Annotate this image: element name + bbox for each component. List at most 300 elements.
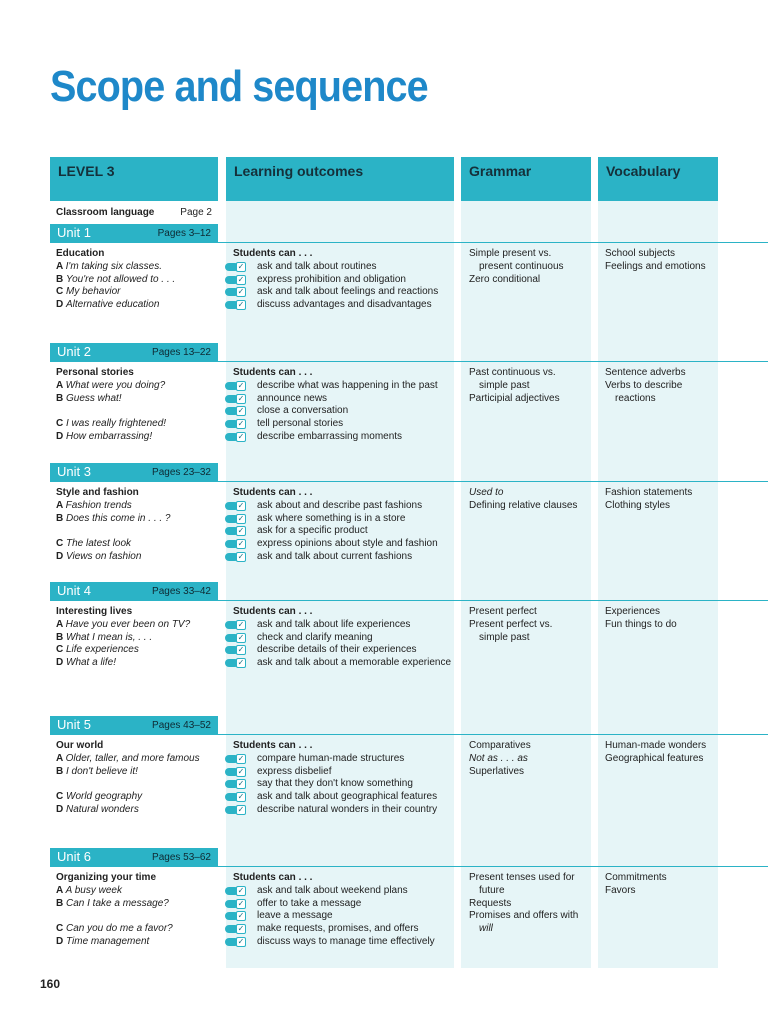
check-icon: ✓ [237, 500, 245, 510]
grammar-items [469, 248, 589, 286]
outcome-item [233, 766, 453, 779]
outcome-item [233, 936, 453, 949]
lesson-letter: C [56, 923, 66, 935]
vocabulary-items [605, 606, 717, 632]
vocabulary-header-label: Vocabulary [606, 163, 681, 179]
outcome-text: ask and talk about weekend plans [257, 884, 408, 896]
unit-pages: Pages 13–22 [152, 347, 211, 358]
lesson-letter: B [56, 392, 66, 404]
check-icon: ✓ [237, 885, 245, 895]
check-icon: ✓ [237, 393, 245, 403]
lesson-letter: A [56, 618, 66, 630]
grammar-item [469, 923, 589, 936]
outcome-item [233, 500, 453, 513]
outcome-item [233, 393, 453, 406]
outcome-text: make requests, promises, and offers [257, 923, 419, 935]
learning-outcomes [233, 367, 453, 444]
unit-label-box[interactable] [50, 463, 218, 482]
vocabulary-item: Clothing styles [605, 499, 671, 511]
grammar-items [469, 367, 589, 405]
lesson-title: Can you do me a favor? [66, 923, 173, 935]
outcome-item [233, 619, 453, 632]
checkbox-icon [225, 767, 251, 777]
outcomes-intro: Students can . . . [233, 872, 313, 883]
outcome-text: ask about and describe past fashions [257, 499, 423, 511]
grammar-item: simple past [479, 631, 530, 643]
outcome-item [233, 274, 453, 287]
unit-topic: Style and fashion [56, 487, 139, 498]
lesson-letter: B [56, 512, 66, 524]
vocabulary-item: reactions [615, 392, 656, 404]
lesson-item[interactable] [56, 898, 216, 911]
checkbox-icon [225, 287, 251, 297]
grammar-text: Used to [469, 487, 504, 498]
learning-outcomes [233, 740, 453, 817]
unit-topic: Interesting lives [56, 606, 133, 617]
check-icon: ✓ [237, 924, 245, 934]
vocabulary-item: Fashion statements [605, 487, 693, 498]
check-icon: ✓ [237, 431, 245, 441]
lesson-title: Does this come in . . . ? [66, 512, 171, 524]
outcome-text: check and clarify meaning [257, 631, 373, 643]
vocabulary-items [605, 248, 717, 274]
vocabulary-item: Experiences [605, 606, 661, 617]
outcomes-intro: Students can . . . [233, 248, 313, 259]
vocabulary-items [605, 740, 717, 766]
vocabulary-item: Commitments [605, 872, 667, 883]
unit-topic: Personal stories [56, 367, 134, 378]
lesson-title: Alternative education [66, 299, 160, 311]
outcome-item [233, 513, 453, 526]
check-icon: ✓ [237, 632, 245, 642]
unit-topics [56, 872, 216, 949]
outcomes-intro: Students can . . . [233, 740, 313, 751]
unit-label-box[interactable] [50, 716, 218, 735]
lesson-item[interactable] [56, 299, 216, 312]
lesson-letter: D [56, 935, 66, 947]
checkbox-icon [225, 805, 251, 815]
learning-outcomes [233, 606, 453, 670]
outcome-text: ask and talk about routines [257, 260, 377, 272]
unit-divider [218, 242, 768, 243]
outcomes-header-label: Learning outcomes [234, 163, 364, 179]
vocabulary-item: Sentence adverbs [605, 367, 686, 378]
check-icon: ✓ [237, 300, 245, 310]
classroom-language-label: Classroom language [56, 207, 155, 218]
grammar-text: Not as . . . as [469, 752, 528, 764]
check-icon: ✓ [237, 526, 245, 536]
lesson-item[interactable] [56, 538, 216, 551]
grammar-item: Simple present vs. [469, 248, 552, 259]
outcome-item [233, 898, 453, 911]
lesson-title: Life experiences [66, 644, 139, 656]
unit-label: Unit 1 [57, 225, 91, 240]
outcome-text: tell personal stories [257, 418, 344, 430]
checkbox-icon [225, 899, 251, 909]
unit-pages: Pages 3–12 [157, 228, 211, 239]
lesson-title: What I mean is, . . . [66, 631, 153, 643]
vocabulary-item: Human-made wonders [605, 740, 707, 751]
grammar-items [469, 606, 589, 644]
unit-divider [218, 481, 768, 482]
outcome-text: express disbelief [257, 765, 332, 777]
lesson-letter: A [56, 379, 66, 391]
outcome-item [233, 405, 453, 418]
check-icon: ✓ [237, 551, 245, 561]
unit-bar [50, 716, 768, 735]
check-icon: ✓ [237, 287, 245, 297]
checkbox-icon [225, 754, 251, 764]
vocabulary-item: Verbs to describe [605, 379, 683, 391]
lesson-title: Fashion trends [65, 499, 132, 511]
grammar-item: Past continuous vs. [469, 367, 556, 378]
spacer [56, 910, 216, 923]
lesson-item[interactable] [56, 753, 216, 766]
checkbox-icon [225, 275, 251, 285]
check-icon: ✓ [237, 419, 245, 429]
outcome-text: ask where something is in a store [257, 512, 406, 524]
vocabulary-items [605, 872, 717, 898]
vocabulary-header [598, 157, 718, 201]
checkbox-icon [225, 911, 251, 921]
check-icon: ✓ [237, 274, 245, 284]
check-icon: ✓ [237, 936, 245, 946]
lesson-item[interactable] [56, 936, 216, 949]
lesson-letter: C [56, 538, 66, 550]
vocabulary-item: School subjects [605, 248, 676, 259]
level-label: LEVEL 3 [58, 163, 115, 179]
checkbox-icon [225, 419, 251, 429]
checkbox-icon [225, 526, 251, 536]
unit-divider [218, 361, 768, 362]
lesson-letter: A [56, 884, 66, 896]
grammar-item: Defining relative clauses [469, 499, 578, 511]
check-icon: ✓ [237, 261, 245, 271]
checkbox-icon [225, 792, 251, 802]
lesson-title: I was really frightened! [66, 418, 167, 430]
lesson-title: Time management [66, 935, 150, 947]
lesson-item[interactable] [56, 923, 216, 936]
lesson-item[interactable] [56, 261, 216, 274]
outcome-text: describe embarrassing moments [257, 430, 403, 442]
lesson-title: Have you ever been on TV? [65, 618, 191, 630]
outcome-text: ask and talk about geographical features [257, 791, 438, 803]
lesson-title: Can I take a message? [66, 897, 169, 909]
lesson-letter: C [56, 286, 66, 298]
checkbox-icon [225, 937, 251, 947]
grammar-header-label: Grammar [469, 163, 532, 179]
unit-bar [50, 343, 768, 362]
outcome-text: describe what was happening in the past [257, 379, 438, 391]
spacer [56, 525, 216, 538]
outcome-item [233, 791, 453, 804]
unit-pages: Pages 33–42 [152, 586, 211, 597]
grammar-item: Present tenses used for [469, 872, 575, 883]
lesson-letter: C [56, 644, 66, 656]
outcome-item [233, 644, 453, 657]
checkbox-icon [225, 514, 251, 524]
vocabulary-item: Feelings and emotions [605, 260, 706, 272]
grammar-item: Zero conditional [469, 273, 541, 285]
outcomes-intro: Students can . . . [233, 606, 313, 617]
lesson-item[interactable] [56, 393, 216, 406]
grammar-header [461, 157, 591, 201]
lesson-title: I'm taking six classes. [65, 260, 163, 272]
lesson-letter: B [56, 273, 66, 285]
unit-topics [56, 248, 216, 312]
outcome-text: discuss advantages and disadvantages [257, 299, 432, 311]
lesson-title: How embarrassing! [66, 430, 153, 442]
unit-label-box[interactable] [50, 343, 218, 362]
outcome-text: close a conversation [257, 405, 349, 417]
spacer [56, 405, 216, 418]
check-icon: ✓ [237, 804, 245, 814]
unit-label: Unit 3 [57, 464, 91, 479]
unit-topics [56, 606, 216, 670]
grammar-item: present continuous [479, 260, 564, 272]
level-header [50, 157, 218, 201]
lesson-title: Natural wonders [66, 803, 139, 815]
lesson-item[interactable] [56, 632, 216, 645]
check-icon: ✓ [237, 779, 245, 789]
check-icon: ✓ [237, 753, 245, 763]
lesson-item[interactable] [56, 766, 216, 779]
outcome-item [233, 804, 453, 817]
outcome-text: ask and talk about a memorable experience [257, 657, 452, 669]
unit-label: Unit 6 [57, 849, 91, 864]
page-number: 160 [40, 977, 61, 991]
outcome-item [233, 418, 453, 431]
lesson-letter: B [56, 631, 66, 643]
outcome-text: compare human-made structures [257, 752, 405, 764]
lesson-letter: B [56, 765, 66, 777]
vocabulary-items [605, 487, 717, 513]
outcome-item [233, 261, 453, 274]
lesson-letter: D [56, 657, 66, 669]
vocabulary-item: Fun things to do [605, 618, 677, 630]
unit-label: Unit 2 [57, 344, 91, 359]
lesson-item[interactable] [56, 551, 216, 564]
checkbox-icon [225, 300, 251, 310]
lesson-letter: D [56, 803, 66, 815]
checkbox-icon [225, 381, 251, 391]
classroom-language-row [56, 207, 212, 218]
learning-outcomes [233, 872, 453, 949]
lesson-title: You're not allowed to . . . [66, 273, 176, 285]
unit-bar [50, 582, 768, 601]
checkbox-icon [225, 501, 251, 511]
outcome-item [233, 525, 453, 538]
unit-topic: Organizing your time [56, 872, 157, 883]
outcome-item [233, 632, 453, 645]
grammar-item: Superlatives [469, 765, 525, 777]
lesson-letter: D [56, 299, 66, 311]
unit-divider [218, 600, 768, 601]
vocabulary-items [605, 367, 717, 405]
unit-divider [218, 734, 768, 735]
unit-topic: Education [56, 248, 105, 259]
page-title: Scope and sequence [50, 62, 428, 111]
lesson-title: What were you doing? [65, 379, 166, 391]
unit-topic: Our world [56, 740, 104, 751]
outcome-item [233, 538, 453, 551]
outcome-text: offer to take a message [257, 897, 362, 909]
lesson-letter: D [56, 550, 66, 562]
classroom-language-pages: Page 2 [180, 207, 212, 218]
learning-outcomes [233, 487, 453, 564]
spacer [56, 778, 216, 791]
lesson-item[interactable] [56, 431, 216, 444]
grammar-item: Requests [469, 897, 512, 909]
outcomes-header [226, 157, 454, 201]
lesson-item[interactable] [56, 286, 216, 299]
checkbox-icon [225, 924, 251, 934]
grammar-item: Participial adjectives [469, 392, 560, 404]
unit-bar [50, 463, 768, 482]
checkbox-icon [225, 633, 251, 643]
unit-topics [56, 740, 216, 817]
checkbox-icon [225, 620, 251, 630]
unit-pages: Pages 53–62 [152, 852, 211, 863]
grammar-item: future [479, 884, 505, 896]
grammar-item [469, 487, 589, 500]
grammar-item: Present perfect [469, 606, 537, 617]
grammar-text: will [479, 923, 493, 935]
check-icon: ✓ [237, 513, 245, 523]
unit-divider [218, 866, 768, 867]
checkbox-icon [225, 886, 251, 896]
unit-pages: Pages 23–32 [152, 467, 211, 478]
checkbox-icon [225, 658, 251, 668]
lesson-title: I don't believe it! [66, 765, 138, 777]
lesson-item[interactable] [56, 418, 216, 431]
outcome-text: ask and talk about life experiences [257, 618, 411, 630]
grammar-items [469, 872, 589, 936]
lesson-letter: A [56, 752, 66, 764]
lesson-letter: A [56, 499, 66, 511]
outcomes-intro: Students can . . . [233, 487, 313, 498]
outcome-item [233, 923, 453, 936]
lesson-title: Older, taller, and more famous [65, 752, 200, 764]
outcome-item [233, 380, 453, 393]
outcome-text: discuss ways to manage time effectively [257, 935, 435, 947]
grammar-items [469, 487, 589, 513]
outcome-text: ask for a specific product [257, 525, 368, 537]
outcome-item [233, 299, 453, 312]
check-icon: ✓ [237, 645, 245, 655]
lesson-letter: D [56, 430, 66, 442]
vocabulary-item: Geographical features [605, 752, 704, 764]
outcome-item [233, 885, 453, 898]
outcome-text: express opinions about style and fashion [257, 538, 438, 550]
unit-bar [50, 224, 768, 243]
outcome-text: express prohibition and obligation [257, 273, 406, 285]
outcome-item [233, 657, 453, 670]
checkbox-icon [225, 262, 251, 272]
unit-label: Unit 4 [57, 583, 91, 598]
grammar-item: Comparatives [469, 740, 531, 751]
unit-pages: Pages 43–52 [152, 720, 211, 731]
lesson-title: Views on fashion [66, 550, 142, 562]
check-icon: ✓ [237, 539, 245, 549]
outcome-text: leave a message [257, 910, 333, 922]
lesson-title: My behavior [66, 286, 121, 298]
outcome-item [233, 431, 453, 444]
outcome-item [233, 551, 453, 564]
lesson-title: The latest look [66, 538, 132, 550]
lesson-letter: B [56, 897, 66, 909]
checkbox-icon [225, 406, 251, 416]
outcome-text: ask and talk about current fashions [257, 550, 413, 562]
outcome-text: ask and talk about feelings and reactions [257, 286, 439, 298]
outcome-item [233, 778, 453, 791]
outcome-text: announce news [257, 392, 328, 404]
lesson-item[interactable] [56, 380, 216, 393]
check-icon: ✓ [237, 911, 245, 921]
lesson-item[interactable] [56, 885, 216, 898]
checkbox-icon [225, 394, 251, 404]
lesson-title: A busy week [65, 884, 122, 896]
lesson-item[interactable] [56, 619, 216, 632]
unit-topics [56, 367, 216, 444]
check-icon: ✓ [237, 658, 245, 668]
lesson-item[interactable] [56, 644, 216, 657]
outcomes-intro: Students can . . . [233, 367, 313, 378]
lesson-item[interactable] [56, 804, 216, 817]
checkbox-icon [225, 432, 251, 442]
check-icon: ✓ [237, 619, 245, 629]
lesson-title: What a life! [66, 657, 117, 669]
check-icon: ✓ [237, 380, 245, 390]
grammar-item [469, 753, 589, 766]
lesson-title: Guess what! [66, 392, 122, 404]
lesson-item[interactable] [56, 657, 216, 670]
grammar-item: simple past [479, 379, 530, 391]
lesson-title: World geography [66, 791, 143, 803]
lesson-item[interactable] [56, 274, 216, 287]
check-icon: ✓ [237, 766, 245, 776]
unit-topics [56, 487, 216, 564]
outcome-item [233, 910, 453, 923]
checkbox-icon [225, 552, 251, 562]
unit-label: Unit 5 [57, 717, 91, 732]
lesson-item[interactable] [56, 500, 216, 513]
learning-outcomes [233, 248, 453, 312]
checkbox-icon [225, 645, 251, 655]
lesson-letter: C [56, 418, 66, 430]
outcome-item [233, 286, 453, 299]
grammar-items [469, 740, 589, 778]
checkbox-icon [225, 539, 251, 549]
unit-label-box[interactable] [50, 224, 218, 243]
lesson-item[interactable] [56, 791, 216, 804]
check-icon: ✓ [237, 792, 245, 802]
outcome-text: say that they don't know something [257, 778, 413, 790]
unit-label-box[interactable] [50, 848, 218, 867]
lesson-item[interactable] [56, 513, 216, 526]
outcome-text: describe natural wonders in their country [257, 803, 438, 815]
grammar-item: Present perfect vs. [469, 618, 553, 630]
check-icon: ✓ [237, 898, 245, 908]
check-icon: ✓ [237, 406, 245, 416]
unit-label-box[interactable] [50, 582, 218, 601]
unit-bar [50, 848, 768, 867]
lesson-letter: A [56, 260, 66, 272]
outcome-text: describe details of their experiences [257, 644, 417, 656]
lesson-letter: C [56, 791, 66, 803]
checkbox-icon [225, 779, 251, 789]
grammar-item: Promises and offers with [469, 910, 579, 922]
